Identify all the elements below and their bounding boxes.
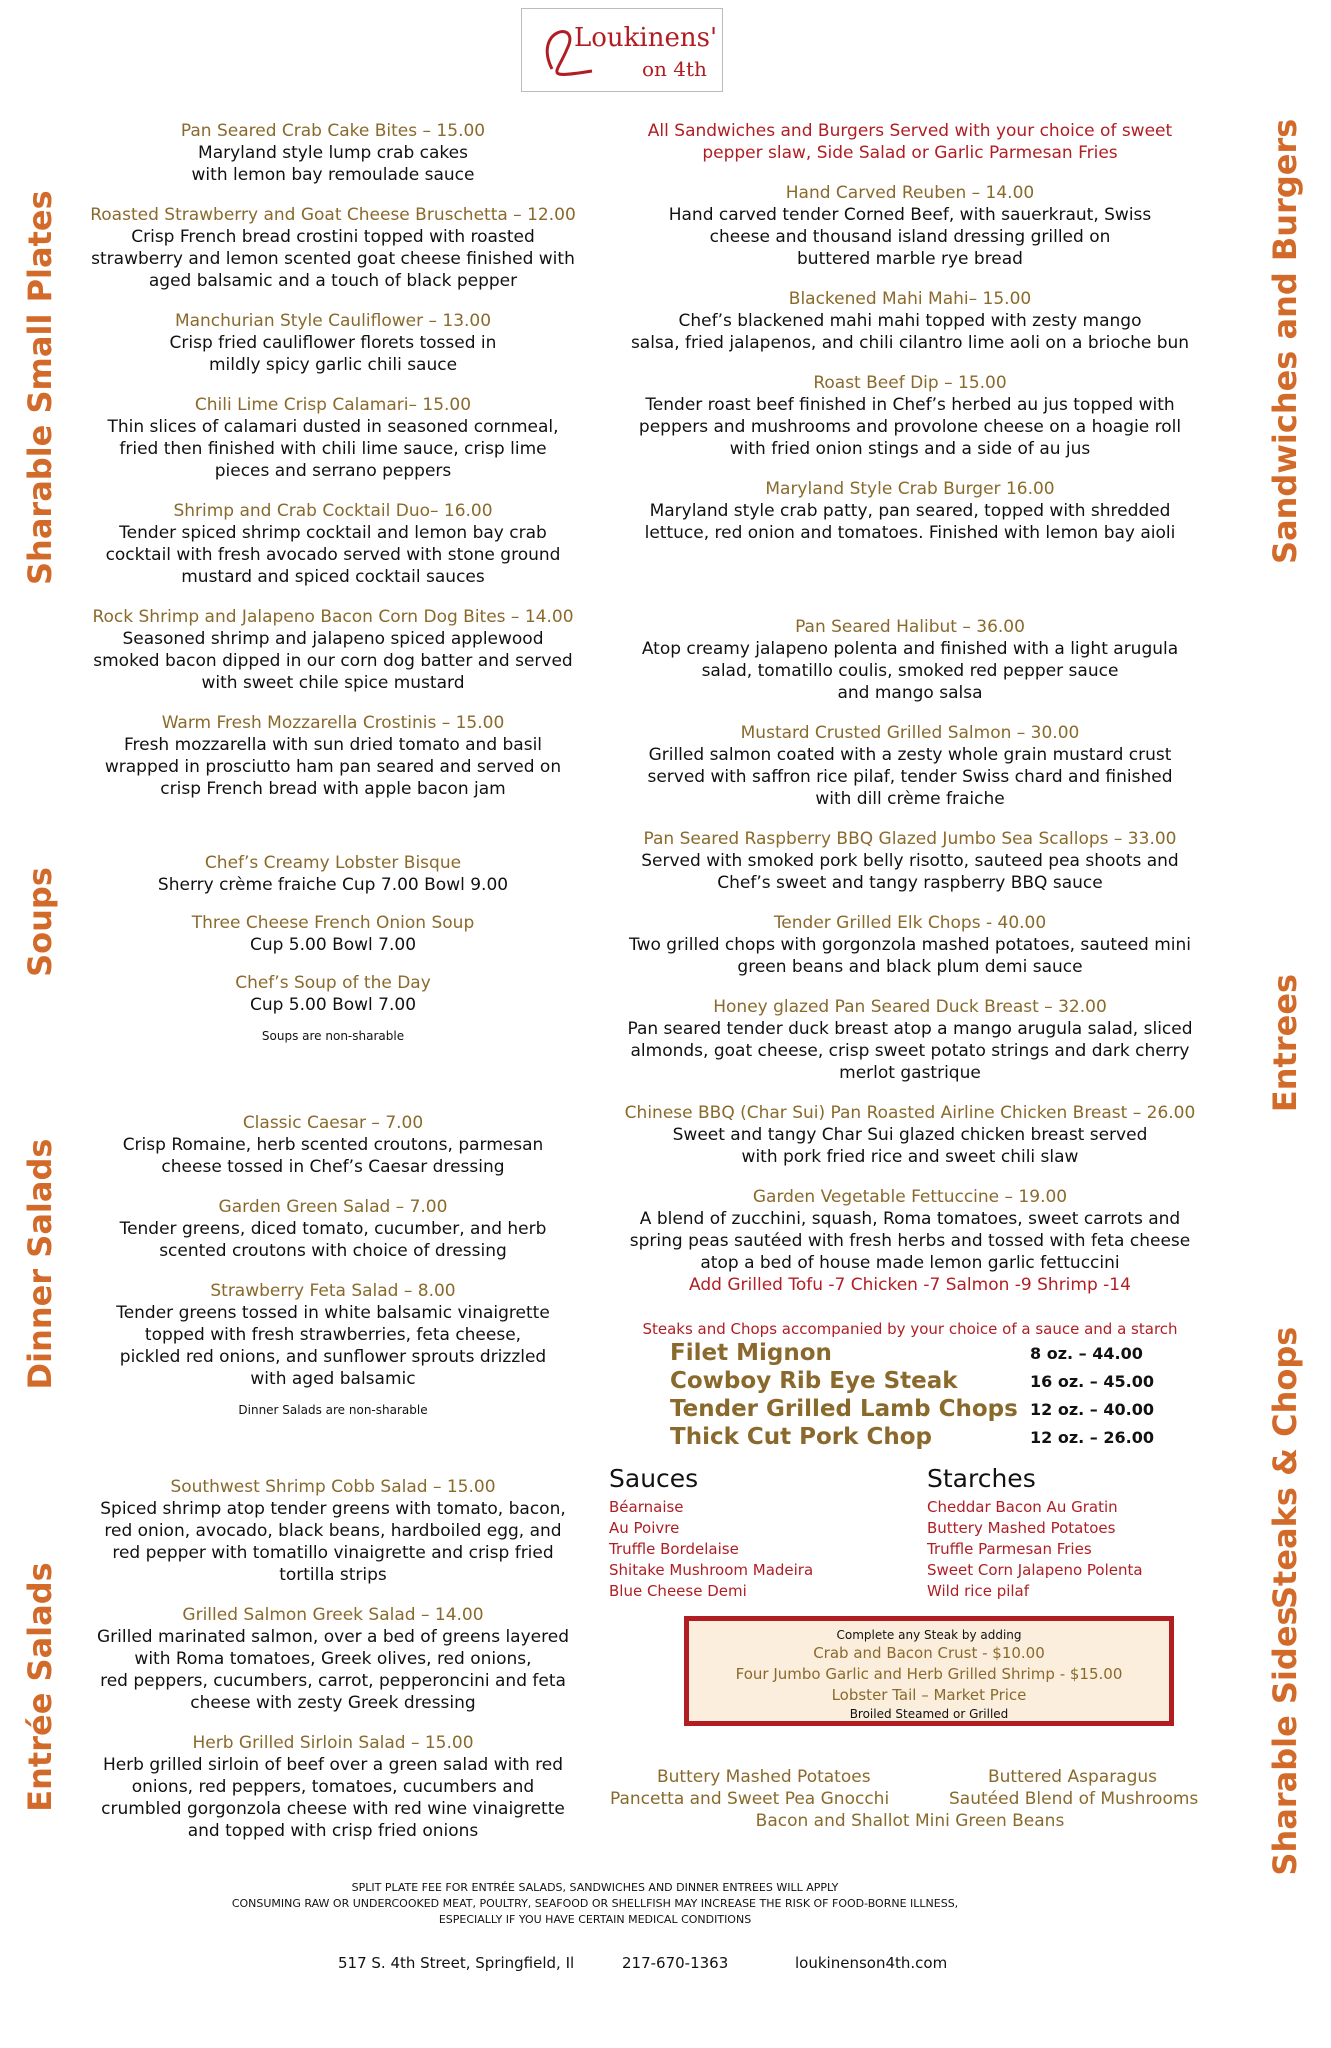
- menu-item: [68, 1476, 598, 1586]
- menu-item-title: Pan Seared Raspberry BBQ Glazed Jumbo Sea Scallops – 33.00: [643, 829, 1177, 849]
- menu-item-description: Tender greens tossed in white balsamic vinaigrette topped with fresh strawberries, feta cheese, pickled red onions, and sunflower sprouts drizzled with aged balsamic: [116, 1303, 550, 1389]
- steak-row: [670, 1368, 1170, 1396]
- menu-item: [68, 204, 598, 292]
- menu-item: [600, 1102, 1220, 1168]
- menu-item-description: A blend of zucchini, squash, Roma tomatoes, sweet carrots and spring peas sautéed with fresh herbs and tossed with feta cheese atop a bed of house made lemon garlic fettuccini: [629, 1209, 1191, 1273]
- dinner-salads-note: Dinner Salads are non-sharable: [238, 1403, 428, 1417]
- menu-item-description: Spiced shrimp atop tender greens with tomato, bacon, red onion, avocado, black beans, hardboiled egg, and red pepper with tomatillo vinaigrette and crisp fried tortilla strips: [100, 1499, 566, 1585]
- menu-item-title: Roasted Strawberry and Goat Cheese Bruschetta – 12.00: [90, 205, 576, 225]
- menu-item-title: Garden Green Salad – 7.00: [218, 1197, 448, 1217]
- list-item: Buttery Mashed Potatoes: [927, 1519, 1116, 1537]
- menu-item-description: Grilled marinated salmon, over a bed of greens layered with Roma tomatoes, Greek olives, red onions, red peppers, cucumbers, carrot, pepperoncini and feta cheese with zesty Greek dressing: [97, 1627, 569, 1713]
- side-label-entrees: Entrees: [1266, 973, 1304, 1113]
- menu-item-title: Garden Vegetable Fettuccine – 19.00: [752, 1187, 1068, 1207]
- side-label-soups: Soups: [21, 867, 59, 977]
- list-item: Truffle Bordelaise: [609, 1540, 739, 1558]
- menu-item-title: Grilled Salmon Greek Salad – 14.00: [182, 1605, 484, 1625]
- side-label-sides: Sharable Sides: [1266, 1606, 1304, 1876]
- steak-price: 8 oz. – 44.00: [1030, 1344, 1143, 1363]
- addon-box: [684, 1616, 1174, 1726]
- steak-price: 16 oz. – 45.00: [1030, 1372, 1154, 1391]
- steak-row: [670, 1424, 1170, 1452]
- soups-note: Soups are non-sharable: [261, 1029, 405, 1043]
- menu-item: [600, 182, 1220, 270]
- fettuccine-addon: Add Grilled Tofu -7 Chicken -7 Salmon -9 Shrimp -14: [689, 1275, 1131, 1295]
- list-item: Four Jumbo Garlic and Herb Grilled Shrimp - $15.00: [735, 1665, 1123, 1683]
- small-plates-list: [68, 120, 598, 800]
- menu-item-title: Roast Beef Dip – 15.00: [813, 373, 1007, 393]
- side-label-sandwiches: Sandwiches and Burgers: [1266, 118, 1304, 564]
- menu-item: [600, 828, 1220, 894]
- menu-item-title: Southwest Shrimp Cobb Salad – 15.00: [170, 1477, 496, 1497]
- menu-item: [600, 288, 1220, 354]
- starches-heading: Starches: [927, 1464, 1036, 1493]
- soups-section: [68, 852, 598, 1044]
- menu-item: [600, 912, 1220, 978]
- starches-block: [927, 1464, 1227, 1602]
- menu-item-title: Pan Seared Crab Cake Bites – 15.00: [180, 121, 486, 141]
- list-item: Shitake Mushroom Madeira: [609, 1561, 814, 1579]
- menu-item-description: Sweet and tangy Char Sui glazed chicken breast served with pork fried rice and sweet chili slaw: [672, 1125, 1148, 1167]
- menu-item-description: Pan seared tender duck breast atop a mango arugula salad, sliced almonds, goat cheese, crisp sweet potato strings and dark cherry merlot gastrique: [627, 1019, 1193, 1083]
- side-green-beans: Bacon and Shallot Mini Green Beans: [755, 1811, 1065, 1831]
- menu-item: [600, 478, 1220, 544]
- menu-item: [68, 1280, 598, 1390]
- menu-item-description: Thin slices of calamari dusted in seasoned cornmeal, fried then finished with chili lime sauce, crisp lime pieces and serrano peppers: [107, 417, 559, 481]
- steak-name: Filet Mignon: [670, 1340, 832, 1366]
- steak-row: [670, 1396, 1170, 1424]
- menu-item: [68, 606, 598, 694]
- menu-item-title: Chili Lime Crisp Calamari– 15.00: [194, 395, 472, 415]
- menu-item-description: Served with smoked pork belly risotto, sauteed pea shoots and Chef’s sweet and tangy raspberry BBQ sauce: [641, 851, 1179, 893]
- list-item: Lobster Tail – Market Price: [831, 1686, 1027, 1704]
- sauces-block: [609, 1464, 909, 1602]
- contact-address: 517 S. 4th Street, Springfield, Il: [338, 1954, 575, 1972]
- menu-item-title: Chef’s Soup of the Day: [235, 973, 431, 993]
- menu-item-description: Maryland style lump crab cakes with lemon bay remoulade sauce: [191, 143, 475, 185]
- menu-item-description: Cup 5.00 Bowl 7.00: [249, 935, 417, 955]
- menu-item-description: Chef’s blackened mahi mahi topped with zesty mango salsa, fried jalapenos, and chili cilantro lime aoli on a brioche bun: [630, 311, 1190, 353]
- list-item: Wild rice pilaf: [927, 1582, 1030, 1600]
- footer-note-2: CONSUMING RAW OR UNDERCOOKED MEAT, POULTRY, SEAFOOD OR SHELLFISH MAY INCREASE THE RISK OF FOOD-BORNE ILLNESS,: [231, 1897, 959, 1910]
- menu-item-description: Atop creamy jalapeno polenta and finished with a light arugula salad, tomatillo coulis, smoked red pepper sauce and mango salsa: [641, 639, 1179, 703]
- side-mushrooms: Sautéed Blend of Mushrooms: [949, 1789, 1199, 1809]
- menu-item: [600, 372, 1220, 460]
- menu-item-description: Hand carved tender Corned Beef, with sauerkraut, Swiss cheese and thousand island dressing grilled on buttered marble rye bread: [668, 205, 1152, 269]
- menu-item-description: Tender spiced shrimp cocktail and lemon bay crab cocktail with fresh avocado served with stone ground mustard and spiced cocktail sauces: [105, 523, 561, 587]
- menu-item-title: Tender Grilled Elk Chops - 40.00: [773, 913, 1047, 933]
- menu-item-description: Fresh mozzarella with sun dried tomato and basil wrapped in prosciutto ham pan seared and served on crisp French bread with apple bacon jam: [104, 735, 562, 799]
- menu-item-title: Hand Carved Reuben – 14.00: [785, 183, 1035, 203]
- soups-list: [68, 852, 598, 1016]
- menu-item: [68, 394, 598, 482]
- footer-notes: [200, 1880, 990, 1928]
- entrees-section: [600, 616, 1220, 1296]
- side-label-small-plates: Sharable Small Plates: [21, 190, 59, 585]
- menu-item-description: Herb grilled sirloin of beef over a green salad with red onions, red peppers, tomatoes, cucumbers and crumbled gorgonzola cheese with red wine vinaigrette and topped with crisp fried onions: [101, 1755, 565, 1841]
- menu-item-description: Two grilled chops with gorgonzola mashed potatoes, sauteed mini green beans and black plum demi sauce: [629, 935, 1191, 977]
- menu-item-title: Classic Caesar – 7.00: [242, 1113, 424, 1133]
- list-item: Truffle Parmesan Fries: [927, 1540, 1092, 1558]
- menu-item: [68, 1732, 598, 1842]
- small-plates-section: [68, 120, 598, 818]
- menu-item-description: Crisp fried cauliflower florets tossed in mildly spicy garlic chili sauce: [169, 333, 497, 375]
- side-label-steaks: Steaks & Chops: [1266, 1326, 1304, 1609]
- menu-item: [68, 1604, 598, 1714]
- menu-item: [68, 912, 598, 956]
- menu-item-description: Cup 5.00 Bowl 7.00: [249, 995, 417, 1015]
- steak-row: [670, 1340, 1170, 1368]
- sandwiches-list: [600, 182, 1220, 544]
- menu-item-description: Crisp Romaine, herb scented croutons, parmesan cheese tossed in Chef’s Caesar dressing: [122, 1135, 544, 1177]
- menu-item-title: Herb Grilled Sirloin Salad – 15.00: [192, 1733, 474, 1753]
- menu-item-title: Blackened Mahi Mahi– 15.00: [788, 289, 1032, 309]
- sandwiches-section: [600, 120, 1220, 562]
- side-mashed: Buttery Mashed Potatoes: [657, 1767, 871, 1787]
- contact-phone: 217-670-1363: [622, 1954, 729, 1972]
- logo-sub: on 4th: [642, 57, 707, 81]
- list-item: Béarnaise: [609, 1498, 684, 1516]
- logo: [521, 8, 723, 92]
- menu-item: [68, 1112, 598, 1178]
- steak-name: Thick Cut Pork Chop: [670, 1424, 932, 1450]
- menu-item: [68, 500, 598, 588]
- steak-name: Tender Grilled Lamb Chops: [670, 1396, 1018, 1422]
- menu-item-title: Chef’s Creamy Lobster Bisque: [204, 853, 462, 873]
- steak-price: 12 oz. – 40.00: [1030, 1400, 1154, 1419]
- menu-item: [600, 1186, 1220, 1274]
- entree-salads-list: [68, 1476, 598, 1842]
- menu-item-description: Seasoned shrimp and jalapeno spiced applewood smoked bacon dipped in our corn dog batter and served with sweet chile spice mustard: [93, 629, 573, 693]
- sauces-heading: Sauces: [609, 1464, 699, 1493]
- list-item: Blue Cheese Demi: [609, 1582, 747, 1600]
- logo-name: Loukinens': [574, 23, 718, 53]
- menu-item-description: Tender greens, diced tomato, cucumber, and herb scented croutons with choice of dressing: [119, 1219, 547, 1261]
- menu-item-title: Maryland Style Crab Burger 16.00: [765, 479, 1055, 499]
- menu-item: [68, 972, 598, 1016]
- footer-note-1: SPLIT PLATE FEE FOR ENTRÉE SALADS, SANDWICHES AND DINNER ENTREES WILL APPLY: [351, 1881, 839, 1894]
- steaks-note: Steaks and Chops accompanied by your choice of a sauce and a starch: [642, 1320, 1178, 1338]
- addon-footer: Broiled Steamed or Grilled: [849, 1707, 1009, 1721]
- menu-item-title: Chinese BBQ (Char Sui) Pan Roasted Airline Chicken Breast – 26.00: [624, 1103, 1196, 1123]
- menu-item-title: Honey glazed Pan Seared Duck Breast – 32.00: [713, 997, 1107, 1017]
- side-asparagus: Buttered Asparagus: [988, 1767, 1158, 1787]
- side-label-dinner-salads: Dinner Salads: [21, 1138, 59, 1390]
- steak-price: 12 oz. – 26.00: [1030, 1428, 1154, 1447]
- menu-item-title: Pan Seared Halibut – 36.00: [795, 617, 1025, 637]
- menu-item: [600, 722, 1220, 810]
- contact-web[interactable]: loukinenson4th.com: [795, 1954, 948, 1972]
- menu-item: [68, 120, 598, 186]
- menu-item-description: Grilled salmon coated with a zesty whole grain mustard crust served with saffron rice pilaf, tender Swiss chard and finished with dill crème fraiche: [647, 745, 1173, 809]
- menu-item-title: Shrimp and Crab Cocktail Duo– 16.00: [173, 501, 493, 521]
- menu-item: [68, 1196, 598, 1262]
- menu-item: [68, 712, 598, 800]
- list-item: Au Poivre: [609, 1519, 680, 1537]
- footer-note-3: ESPECIALLY IF YOU HAVE CERTAIN MEDICAL CONDITIONS: [438, 1913, 752, 1926]
- menu-item-description: Crisp French bread crostini topped with roasted strawberry and lemon scented goat cheese finished with aged balsamic and a touch of black pepper: [91, 227, 575, 291]
- sandwich-note: All Sandwiches and Burgers Served with your choice of sweet pepper slaw, Side Salad or Garlic Parmesan Fries: [647, 121, 1173, 163]
- menu-item-description: Tender roast beef finished in Chef’s herbed au jus topped with peppers and mushrooms and provolone cheese on a hoagie roll with fried onion stings and a side of au jus: [638, 395, 1182, 459]
- menu-item-description: Maryland style crab patty, pan seared, topped with shredded lettuce, red onion and tomatoes. Finished with lemon bay aioli: [644, 501, 1176, 543]
- dinner-salads-section: [68, 1112, 598, 1418]
- entree-salads-section: [68, 1476, 598, 1860]
- dinner-salads-list: [68, 1112, 598, 1390]
- list-item: Sweet Corn Jalapeno Polenta: [927, 1561, 1143, 1579]
- menu-item: [68, 852, 598, 896]
- menu-item-title: Three Cheese French Onion Soup: [191, 913, 475, 933]
- menu-item-title: Strawberry Feta Salad – 8.00: [210, 1281, 456, 1301]
- menu-item-title: Rock Shrimp and Jalapeno Bacon Corn Dog Bites – 14.00: [92, 607, 574, 627]
- list-item: Cheddar Bacon Au Gratin: [927, 1498, 1118, 1516]
- side-label-entree-salads: Entrée Salads: [21, 1562, 59, 1812]
- list-item: Crab and Bacon Crust - $10.00: [813, 1644, 1045, 1662]
- menu-item-title: Warm Fresh Mozzarella Crostinis – 15.00: [161, 713, 505, 733]
- steak-name: Cowboy Rib Eye Steak: [670, 1368, 958, 1394]
- menu-item: [600, 996, 1220, 1084]
- menu-item-title: Manchurian Style Cauliflower – 13.00: [174, 311, 492, 331]
- menu-item: [68, 310, 598, 376]
- side-gnocchi: Pancetta and Sweet Pea Gnocchi: [610, 1789, 890, 1809]
- entrees-list: [600, 616, 1220, 1274]
- steaks-list: [670, 1340, 1170, 1452]
- addon-heading: Complete any Steak by adding: [836, 1628, 1022, 1642]
- menu-item-title: Mustard Crusted Grilled Salmon – 30.00: [740, 723, 1080, 743]
- menu-item-description: Sherry crème fraiche Cup 7.00 Bowl 9.00: [157, 875, 509, 895]
- menu-item: [600, 616, 1220, 704]
